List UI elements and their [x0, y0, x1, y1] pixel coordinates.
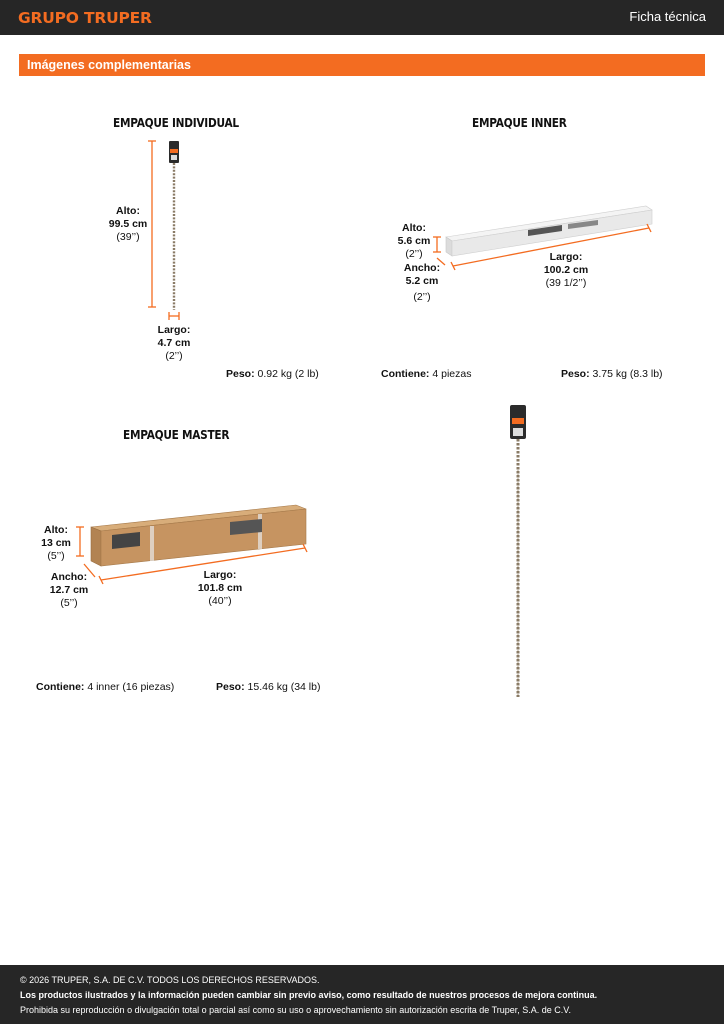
master-box-image — [91, 505, 306, 566]
dim-label: Alto: — [402, 222, 426, 234]
weight-value: 15.46 kg (34 lb) — [247, 681, 321, 693]
weight-value: 3.75 kg (8.3 lb) — [592, 368, 663, 380]
footer-copyright: © 2026 TRUPER, S.A. DE C.V. TODOS LOS DERECHOS RESERVADOS. — [20, 975, 320, 985]
individual-weight — [226, 368, 319, 380]
brand-logo: GRUPO TRUPER — [18, 9, 152, 27]
dim-label: Largo: — [549, 251, 583, 263]
individual-length-label — [149, 324, 199, 363]
dim-label: Ancho: — [403, 262, 441, 274]
dim-value: 99.5 cm — [108, 218, 148, 230]
inner-weight — [561, 368, 663, 380]
document-type: Ficha técnica — [629, 9, 706, 24]
footer-notice: Los productos ilustrados y la información pueden cambiar sin previo aviso, como resultado de nuestros procesos de mejora continua. — [20, 990, 598, 1000]
dim-value: 5.6 cm — [397, 235, 431, 247]
dim-value: 5.2 cm — [405, 275, 439, 287]
dim-imperial: (2’’) — [413, 291, 431, 303]
dim-label: Alto: — [44, 524, 68, 536]
master-height-dimension-line — [76, 527, 84, 556]
master-height-label — [36, 524, 76, 563]
individual-length-dimension-line — [169, 312, 179, 320]
individual-title: EMPAQUE INDIVIDUAL — [113, 116, 239, 130]
inner-width-label — [399, 262, 445, 304]
product-image — [510, 405, 526, 697]
contents-label: Contiene: — [381, 368, 430, 380]
dim-imperial: (5’’) — [47, 550, 65, 562]
dim-label: Alto: — [116, 205, 140, 217]
footer-legal: Prohibida su reproducción o divulgación total o parcial así como su uso o aprovechamiento sin autorización escrita de Truper, S.A. de C.V. — [20, 1005, 571, 1015]
inner-contents — [381, 368, 471, 380]
dim-value: 12.7 cm — [49, 584, 89, 596]
weight-label: Peso: — [561, 368, 590, 380]
footer — [0, 965, 724, 1024]
dim-label: Largo: — [157, 324, 191, 336]
inner-length-label — [536, 251, 596, 290]
inner-box-image — [446, 206, 652, 256]
dim-imperial: (5’’) — [60, 597, 78, 609]
master-contents — [36, 681, 174, 693]
individual-height-label — [104, 205, 152, 244]
dim-imperial: (39 1/2’’) — [545, 277, 587, 289]
master-weight — [216, 681, 320, 693]
dim-value: 101.8 cm — [197, 582, 243, 594]
contents-label: Contiene: — [36, 681, 85, 693]
dim-imperial: (40’’) — [208, 595, 232, 607]
contents-value: 4 inner (16 piezas) — [87, 681, 175, 693]
inner-height-label — [392, 222, 436, 261]
dim-value: 4.7 cm — [157, 337, 191, 349]
weight-label: Peso: — [226, 368, 255, 380]
dim-value: 13 cm — [41, 537, 71, 549]
individual-product-image — [169, 141, 179, 310]
dim-label: Largo: — [203, 569, 237, 581]
weight-value: 0.92 kg (2 lb) — [257, 368, 319, 380]
dim-imperial: (2’’) — [405, 248, 423, 260]
master-width-label — [44, 571, 94, 610]
master-title: EMPAQUE MASTER — [123, 428, 230, 442]
inner-title: EMPAQUE INNER — [472, 116, 567, 130]
contents-value: 4 piezas — [432, 368, 472, 380]
dim-value: 100.2 cm — [543, 264, 589, 276]
master-length-label — [193, 569, 247, 608]
dim-imperial: (2’’) — [165, 350, 183, 362]
dim-imperial: (39’’) — [116, 231, 140, 243]
weight-label: Peso: — [216, 681, 245, 693]
dim-label: Ancho: — [50, 571, 88, 583]
section-title: Imágenes complementarias — [27, 58, 191, 72]
